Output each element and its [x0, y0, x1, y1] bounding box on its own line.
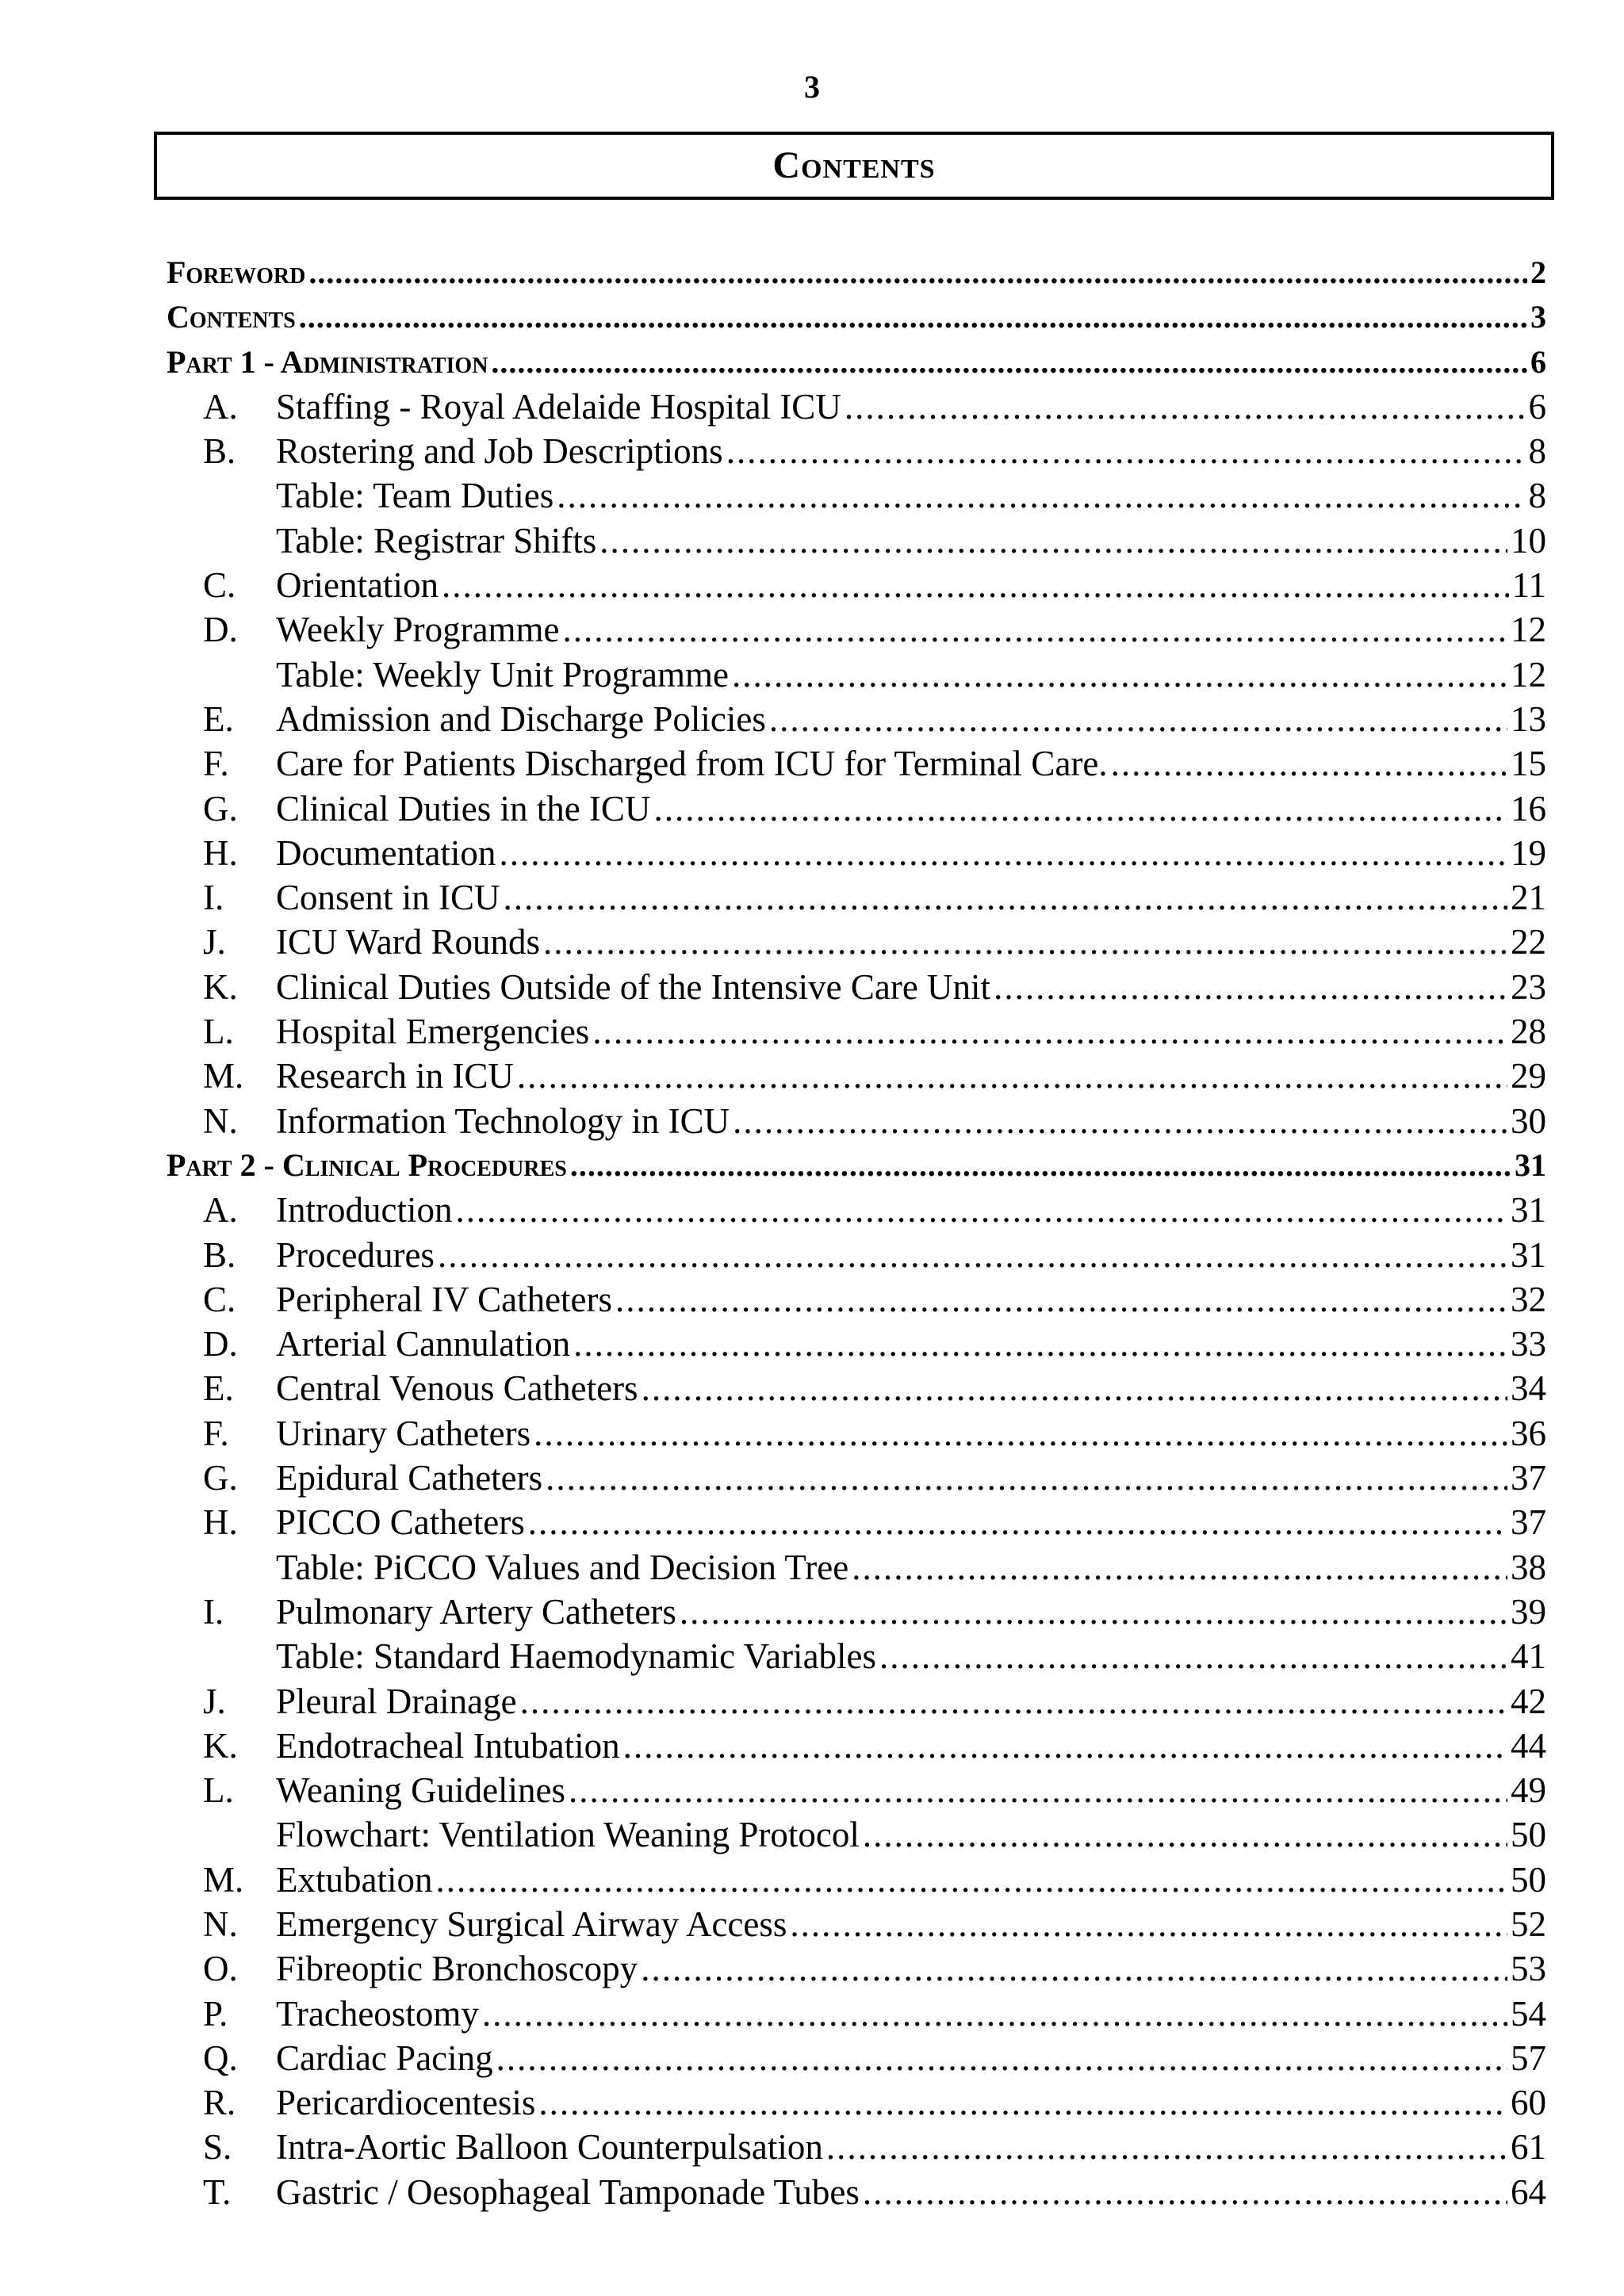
dot-leader [790, 1902, 1507, 1946]
toc-entry-page: 60 [1511, 2083, 1546, 2123]
toc-entry[interactable] [167, 1858, 1546, 1902]
toc-entry-letter: M. [203, 1859, 244, 1900]
toc-entry-label: Pleural Drainage [276, 1681, 517, 1721]
toc-entry-page: 28 [1511, 1012, 1546, 1052]
dot-leader [592, 1009, 1507, 1054]
toc-entry-label: Table: Team Duties [276, 476, 554, 516]
toc-entry-page: 37 [1511, 1458, 1546, 1498]
toc-entry-page: 52 [1511, 1904, 1546, 1944]
toc-entry-label: Extubation [276, 1859, 433, 1900]
dot-leader [517, 1054, 1507, 1098]
dot-leader [538, 2080, 1507, 2125]
toc-entry[interactable] [167, 1054, 1546, 1098]
dot-leader [557, 473, 1525, 518]
toc-entry-label: Part 1 - Administration [167, 343, 488, 380]
toc-entry-page: 12 [1511, 654, 1546, 695]
toc-entry-label: Clinical Duties Outside of the Intensive Care Unit [276, 966, 991, 1007]
toc-entry[interactable] [167, 1946, 1546, 1991]
toc-entry[interactable] [167, 920, 1546, 964]
toc-entry-letter: K. [203, 966, 238, 1007]
toc-entry-page: 23 [1511, 966, 1546, 1007]
toc-entry[interactable] [167, 1545, 1546, 1590]
toc-entry[interactable] [167, 1812, 1546, 1857]
toc-entry-letter: F. [203, 744, 229, 784]
toc-entry-label: Procedures [276, 1234, 435, 1275]
toc-entry-letter: L. [203, 1770, 234, 1811]
toc-entry-letter: K. [203, 1725, 238, 1766]
toc-entry[interactable] [167, 1411, 1546, 1456]
toc-entry[interactable] [167, 340, 1546, 385]
dot-leader [863, 2170, 1507, 2214]
toc-entry[interactable] [167, 1500, 1546, 1544]
toc-entry-label: Intra-Aortic Balloon Counterpulsation [276, 2127, 823, 2168]
dot-leader [496, 2036, 1507, 2080]
contents-title-box [154, 132, 1554, 200]
toc-entry-label: Weekly Programme [276, 610, 560, 650]
toc-entry[interactable] [167, 741, 1546, 786]
dot-leader [852, 1545, 1507, 1590]
toc-entry-letter: C. [203, 1279, 236, 1319]
toc-entry-page: 38 [1511, 1547, 1546, 1587]
toc-entry-label: Contents [167, 299, 296, 335]
toc-entry-label: Endotracheal Intubation [276, 1725, 620, 1766]
toc-entry-page: 29 [1511, 1056, 1546, 1096]
toc-entry-page: 13 [1511, 698, 1546, 739]
toc-entry-letter: Q. [203, 2038, 238, 2078]
toc-entry-label: Staffing - Royal Adelaide Hospital ICU [276, 386, 841, 427]
toc-entry-letter: D. [203, 610, 238, 650]
toc-entry[interactable] [167, 1322, 1546, 1366]
toc-entry-page: 8 [1528, 431, 1546, 472]
toc-entry-label: Table: Standard Haemodynamic Variables [276, 1636, 877, 1677]
toc-entry-label: Tracheostomy [276, 1993, 479, 2034]
toc-entry-page: 11 [1511, 565, 1546, 606]
toc-entry[interactable] [167, 965, 1546, 1009]
toc-entry[interactable] [167, 875, 1546, 920]
toc-entry-page: 12 [1511, 610, 1546, 650]
toc-entry-page: 39 [1511, 1591, 1546, 1632]
dot-leader [543, 920, 1507, 964]
toc-entry-letter: G. [203, 1458, 238, 1498]
toc-entry-page: 22 [1511, 922, 1546, 962]
toc-entry-page: 3 [1530, 299, 1546, 335]
dot-leader [520, 1679, 1507, 1724]
toc-entry-letter: I. [203, 1591, 224, 1632]
dot-leader [863, 1812, 1507, 1857]
toc-entry[interactable] [167, 2080, 1546, 2125]
toc-entry[interactable] [167, 1188, 1546, 1232]
dot-leader [546, 1456, 1507, 1500]
toc-entry-label: Research in ICU [276, 1056, 514, 1096]
toc-entry[interactable] [167, 1902, 1546, 1946]
toc-entry-page: 41 [1511, 1636, 1546, 1677]
toc-entry-letter: A. [203, 386, 238, 427]
toc-entry[interactable] [167, 1366, 1546, 1410]
toc-entry[interactable] [167, 1143, 1546, 1188]
dot-leader [1111, 741, 1507, 786]
toc-entry-label: Weaning Guidelines [276, 1770, 566, 1811]
toc-entry-label: Hospital Emergencies [276, 1012, 590, 1052]
toc-entry[interactable] [167, 2170, 1546, 2214]
toc-entry-page: 42 [1511, 1681, 1546, 1721]
toc-entry[interactable] [167, 295, 1546, 339]
dot-leader [641, 1946, 1507, 1991]
dot-leader [732, 652, 1507, 697]
dot-leader [534, 1411, 1507, 1456]
dot-leader [573, 1322, 1507, 1366]
dot-leader [879, 1634, 1507, 1678]
toc-entry[interactable] [167, 831, 1546, 875]
toc-entry-page: 54 [1511, 1993, 1546, 2034]
toc-entry-label: Table: Registrar Shifts [276, 520, 597, 561]
toc-entry-page: 53 [1511, 1949, 1546, 1989]
toc-entry-letter: H. [203, 1502, 238, 1543]
toc-entry-page: 21 [1511, 878, 1546, 918]
toc-entry-label: Care for Patients Discharged from ICU for Terminal Care. [276, 744, 1108, 784]
toc-entry-label: Documentation [276, 832, 496, 873]
toc-entry-label: Central Venous Catheters [276, 1368, 638, 1409]
dot-leader [491, 340, 1527, 385]
toc-entry-label: Fibreoptic Bronchoscopy [276, 1949, 638, 1989]
toc-entry[interactable] [167, 1277, 1546, 1322]
dot-leader [733, 1099, 1507, 1143]
dot-leader [826, 2125, 1507, 2169]
page-title: Contents [772, 144, 936, 186]
dot-leader [642, 1366, 1507, 1410]
toc-entry-letter: S. [203, 2127, 232, 2168]
toc-entry[interactable] [167, 2036, 1546, 2080]
toc-entry-label: Part 2 - Clinical Procedures [167, 1146, 567, 1183]
dot-leader [769, 697, 1507, 741]
toc-entry[interactable] [167, 607, 1546, 652]
dot-leader [563, 607, 1507, 652]
toc-entry[interactable] [167, 385, 1546, 429]
toc-entry-label: Pulmonary Artery Catheters [276, 1591, 676, 1632]
toc-entry-page: 30 [1511, 1100, 1546, 1141]
toc-entry-label: Information Technology in ICU [276, 1100, 730, 1141]
dot-leader [994, 965, 1507, 1009]
toc-entry[interactable] [167, 652, 1546, 697]
dot-leader [504, 875, 1507, 920]
toc-entry-letter: P. [203, 1993, 228, 2034]
toc-entry-label: Cardiac Pacing [276, 2038, 493, 2078]
dot-leader [435, 1858, 1507, 1902]
toc-entry-letter: N. [203, 1100, 238, 1141]
dot-leader [499, 831, 1507, 875]
toc-entry[interactable] [167, 1634, 1546, 1678]
toc-entry-label: PICCO Catheters [276, 1502, 525, 1543]
toc-entry[interactable] [167, 1233, 1546, 1277]
toc-entry-label: Gastric / Oesophageal Tamponade Tubes [276, 2172, 860, 2212]
toc-entry-label: Rostering and Job Descriptions [276, 431, 723, 472]
toc-entry-page: 34 [1511, 1368, 1546, 1409]
toc-entry-page: 37 [1511, 1502, 1546, 1543]
toc-entry-letter: A. [203, 1190, 238, 1230]
dot-leader [623, 1724, 1507, 1768]
dot-leader [528, 1500, 1507, 1544]
toc-entry-page: 64 [1511, 2172, 1546, 2212]
dot-leader [299, 295, 1527, 339]
toc-entry[interactable] [167, 2125, 1546, 2169]
toc-entry-label: Urinary Catheters [276, 1413, 531, 1453]
toc-entry-page: 61 [1511, 2127, 1546, 2168]
toc-entry[interactable] [167, 1768, 1546, 1812]
toc-entry-page: 32 [1511, 1279, 1546, 1319]
toc-entry-page: 19 [1511, 832, 1546, 873]
page-number: 3 [804, 69, 820, 105]
toc-entry-label: Peripheral IV Catheters [276, 1279, 613, 1319]
toc-entry-page: 50 [1511, 1815, 1546, 1855]
dot-leader [482, 1992, 1507, 2036]
table-of-contents [167, 251, 1546, 2214]
toc-entry[interactable] [167, 1456, 1546, 1500]
toc-entry-letter: N. [203, 1904, 238, 1944]
toc-entry-label: Table: Weekly Unit Programme [276, 654, 730, 695]
toc-entry-page: 44 [1511, 1725, 1546, 1766]
toc-entry-page: 10 [1511, 520, 1546, 561]
toc-entry-letter: T. [203, 2172, 232, 2212]
toc-entry-page: 57 [1511, 2038, 1546, 2078]
dot-leader [308, 251, 1527, 295]
toc-entry-letter: O. [203, 1949, 238, 1989]
dot-leader [438, 1233, 1507, 1277]
dot-leader [442, 563, 1509, 607]
dot-leader [653, 786, 1507, 831]
toc-entry[interactable] [167, 251, 1546, 295]
toc-entry-letter: H. [203, 832, 238, 873]
toc-entry[interactable] [167, 697, 1546, 741]
toc-entry-label: Admission and Discharge Policies [276, 698, 766, 739]
toc-entry-page: 2 [1530, 254, 1546, 290]
dot-leader [615, 1277, 1507, 1322]
toc-entry[interactable] [167, 1679, 1546, 1724]
toc-entry-label: Arterial Cannulation [276, 1324, 571, 1364]
toc-entry-letter: F. [203, 1413, 229, 1453]
toc-entry-letter: L. [203, 1012, 234, 1052]
toc-entry-label: Epidural Catheters [276, 1458, 543, 1498]
toc-entry-letter: D. [203, 1324, 238, 1364]
toc-entry[interactable] [167, 786, 1546, 831]
dot-leader [680, 1590, 1507, 1634]
toc-entry-label: Foreword [167, 254, 306, 290]
toc-entry-page: 33 [1511, 1324, 1546, 1364]
toc-entry-letter: C. [203, 565, 236, 606]
toc-entry-label: ICU Ward Rounds [276, 922, 541, 962]
toc-entry[interactable] [167, 1590, 1546, 1634]
toc-entry-page: 8 [1528, 476, 1546, 516]
toc-entry-letter: R. [203, 2083, 236, 2123]
toc-entry[interactable] [167, 1724, 1546, 1768]
toc-entry[interactable] [167, 1099, 1546, 1143]
toc-entry-page: 36 [1511, 1413, 1546, 1453]
toc-entry-page: 31 [1511, 1190, 1546, 1230]
dot-leader [569, 1768, 1507, 1812]
toc-entry-letter: J. [203, 922, 226, 962]
toc-entry-letter: J. [203, 1681, 226, 1721]
toc-entry-page: 49 [1511, 1770, 1546, 1811]
toc-entry-page: 16 [1511, 788, 1546, 828]
toc-entry-letter: E. [203, 698, 234, 739]
toc-entry-letter: M. [203, 1056, 244, 1096]
toc-entry-letter: B. [203, 431, 236, 472]
dot-leader [455, 1188, 1507, 1232]
toc-entry-page: 6 [1530, 343, 1546, 380]
toc-entry-page: 50 [1511, 1859, 1546, 1900]
toc-entry[interactable] [167, 563, 1546, 607]
dot-leader [845, 385, 1526, 429]
toc-entry[interactable] [167, 519, 1546, 563]
toc-entry-label: Consent in ICU [276, 878, 500, 918]
toc-entry-page: 6 [1528, 386, 1546, 427]
toc-entry[interactable] [167, 1992, 1546, 2036]
toc-entry-label: Table: PiCCO Values and Decision Tree [276, 1547, 849, 1587]
dot-leader [570, 1143, 1511, 1188]
toc-entry-letter: I. [203, 878, 224, 918]
toc-entry-page: 31 [1511, 1234, 1546, 1275]
dot-leader [599, 519, 1507, 563]
toc-entry-label: Emergency Surgical Airway Access [276, 1904, 787, 1944]
toc-entry-letter: G. [203, 788, 238, 828]
toc-entry-page: 31 [1515, 1146, 1546, 1183]
toc-entry-label: Clinical Duties in the ICU [276, 788, 651, 828]
toc-entry[interactable] [167, 473, 1546, 518]
toc-entry[interactable] [167, 1009, 1546, 1054]
toc-entry-label: Introduction [276, 1190, 453, 1230]
toc-entry-label: Flowchart: Ventilation Weaning Protocol [276, 1815, 860, 1855]
toc-entry-letter: E. [203, 1368, 234, 1409]
toc-entry-label: Orientation [276, 565, 439, 606]
dot-leader [726, 429, 1526, 473]
toc-entry[interactable] [167, 429, 1546, 473]
toc-entry-page: 15 [1511, 744, 1546, 784]
toc-entry-letter: B. [203, 1234, 236, 1275]
toc-entry-label: Pericardiocentesis [276, 2083, 536, 2123]
